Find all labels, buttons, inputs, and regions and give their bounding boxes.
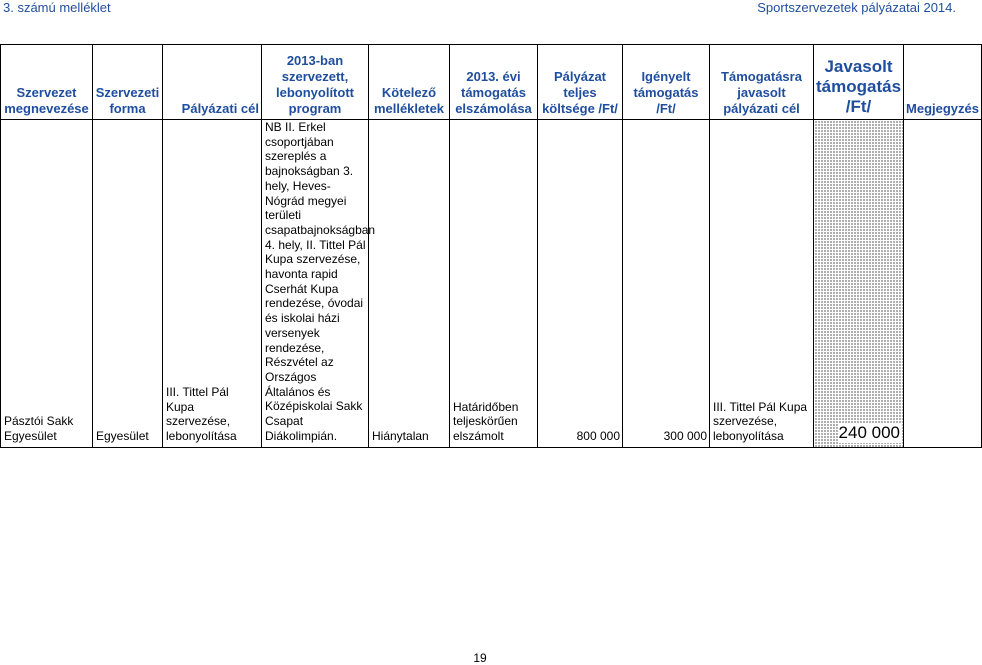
table-header-row bbox=[1, 45, 982, 120]
cell-name: Pásztói Sakk Egyesület bbox=[1, 120, 93, 448]
cell-goal: III. Tittel Pál Kupa szervezése, lebonyolítása bbox=[163, 120, 262, 448]
cell-remark bbox=[904, 120, 982, 448]
col-header-proposed-amount: Javasolt támogatás /Ft/ bbox=[814, 45, 904, 120]
cell-proposed-amount bbox=[814, 120, 904, 448]
cell-total-cost: 800 000 bbox=[538, 120, 623, 448]
page-number: 19 bbox=[473, 651, 487, 665]
col-header-name: Szervezet megnevezése bbox=[1, 45, 93, 120]
cell-attachments: Hiánytalan bbox=[369, 120, 450, 448]
col-header-attachments: Kötelező mellékletek bbox=[369, 45, 450, 120]
proposed-amount-value: 240 000 bbox=[838, 423, 900, 443]
applications-table bbox=[0, 44, 982, 448]
col-header-remark: Megjegyzés bbox=[904, 45, 982, 120]
table-row bbox=[1, 120, 982, 448]
annex-title: 3. számú melléklet bbox=[3, 0, 111, 15]
cell-requested: 300 000 bbox=[623, 120, 710, 448]
cell-form: Egyesület bbox=[93, 120, 163, 448]
cell-program-2013: NB II. Erkel csoportjában szereplés a bajnokságban 3. hely, Heves-Nógrád megyei területi csapatbajnokságban 4. hely, II. Tittel Pál Kupa szervezése, havonta rapid Cserhát Kupa rendezése, óvodai és iskolai házi versenyek rendezése, Részvétel az Országos Általános és Középiskolai Sakk Csapat Diákolimpián. bbox=[262, 120, 369, 448]
document-title: Sportszervezetek pályázatai 2014. bbox=[757, 0, 956, 15]
col-header-total-cost: Pályázat teljes költsége /Ft/ bbox=[538, 45, 623, 120]
cell-proposed-goal: III. Tittel Pál Kupa szervezése, lebonyolítása bbox=[710, 120, 814, 448]
col-header-settlement-2013: 2013. évi támogatás elszámolása bbox=[450, 45, 538, 120]
col-header-proposed-goal: Támogatásra javasolt pályázati cél bbox=[710, 45, 814, 120]
col-header-requested: Igényelt támogatás /Ft/ bbox=[623, 45, 710, 120]
col-header-form: Szervezeti forma bbox=[93, 45, 163, 120]
cell-settlement-2013: Határidőben teljeskörűen elszámolt bbox=[450, 120, 538, 448]
col-header-program-2013: 2013-ban szervezett, lebonyolított program bbox=[262, 45, 369, 120]
col-header-goal: Pályázati cél bbox=[163, 45, 262, 120]
